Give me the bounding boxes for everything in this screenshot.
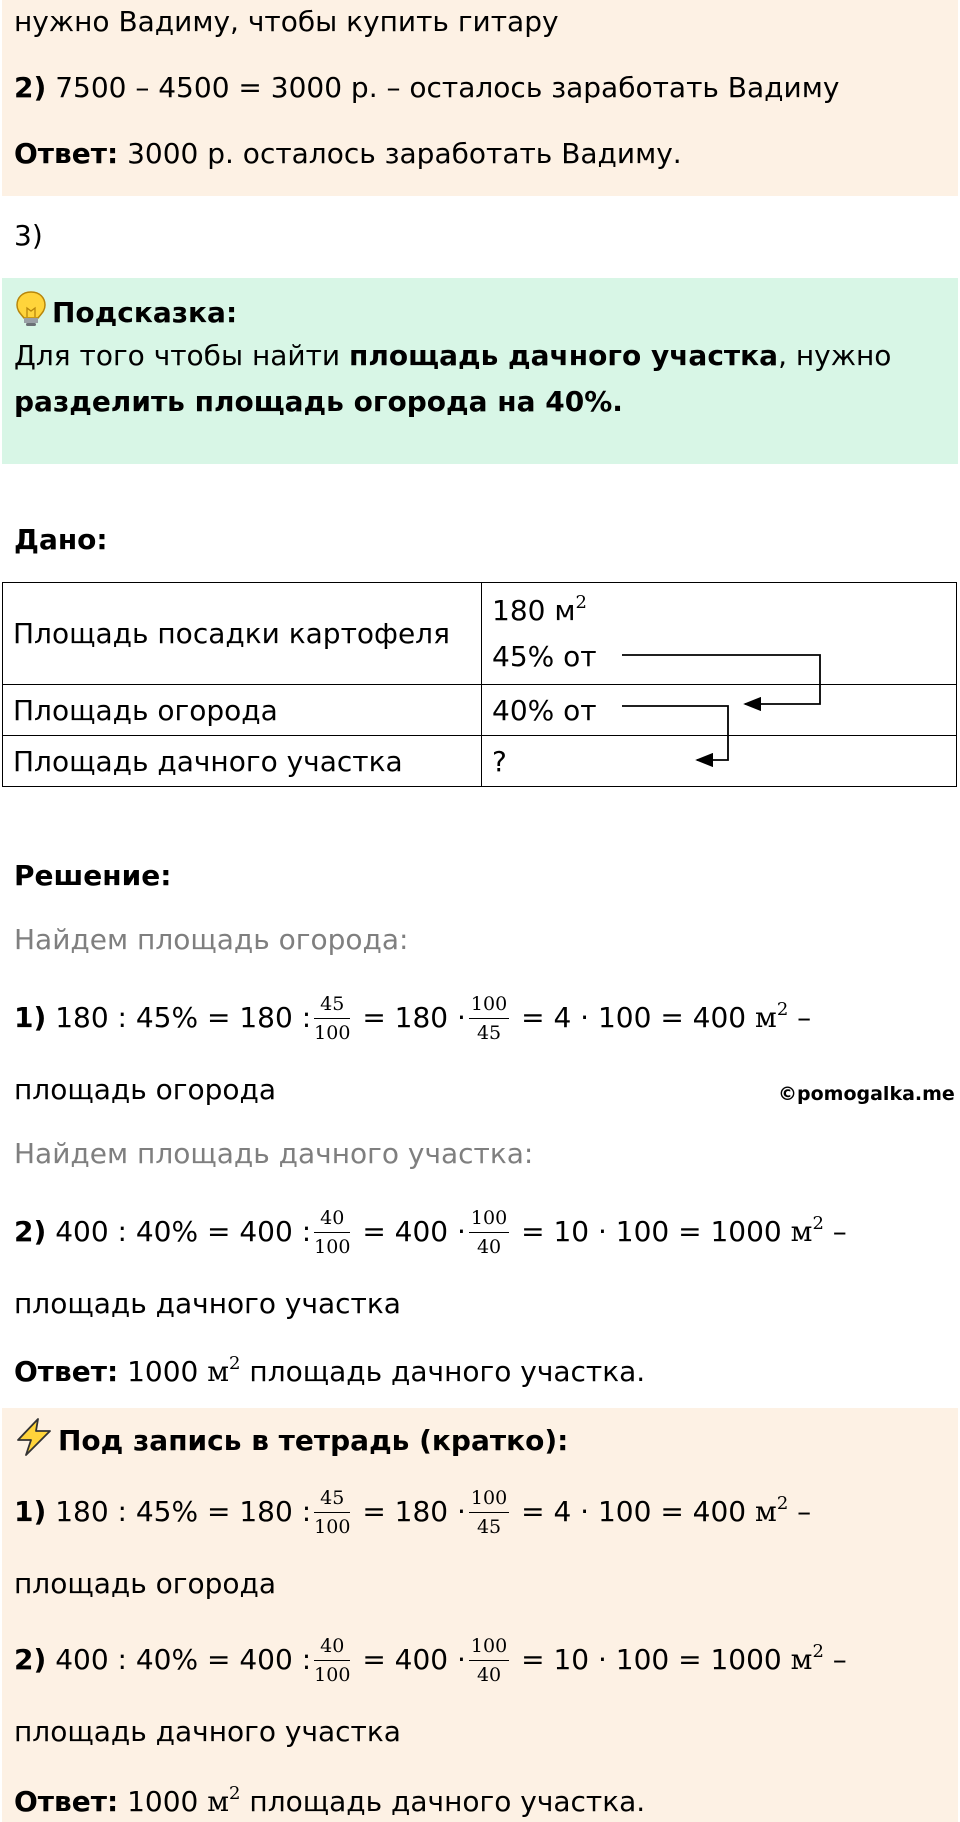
solution-step-2-desc: площадь дачного участка	[14, 1287, 401, 1320]
row-label: Площадь посадки картофеля	[3, 583, 482, 685]
short-answer: Ответ: 1000 $м^2$ площадь дачного участка.	[14, 1783, 646, 1818]
solution-step-1-desc: площадь огорода	[14, 1073, 277, 1106]
given-label: Дано:	[14, 523, 108, 556]
prev-answer: Ответ: 3000 р. осталось заработать Вадиму.	[14, 137, 682, 170]
short-title: Под запись в тетрадь (кратко):	[14, 1418, 568, 1465]
short-notes-box	[2, 1408, 958, 1822]
hint-text-2: разделить площадь огорода на 40%.	[14, 385, 623, 418]
short-step-1-desc: площадь огорода	[14, 1567, 277, 1600]
relation-arrows	[0, 0, 960, 820]
solution-answer: Ответ: 1000 $м^2$ площадь дачного участка.	[14, 1353, 646, 1388]
prev-line: нужно Вадиму, чтобы купить гитару	[14, 5, 559, 38]
lightning-icon	[14, 1418, 54, 1465]
row-label: Площадь дачного участка	[3, 736, 482, 787]
solution-label: Решение:	[14, 859, 172, 892]
short-step-2: 2) 400 : 40% = 400 : $\frac{40}{100}$ = 400 · $\frac{100}{40}$ = 10 · 100 = 1000 $м^2$ –	[14, 1635, 847, 1686]
task-number: 3)	[14, 219, 43, 252]
short-step-2-desc: площадь дачного участка	[14, 1715, 401, 1748]
hint-title: Подсказка:	[14, 290, 237, 337]
row-label: Площадь огорода	[3, 685, 482, 736]
row-value: 180 $м^2$ 45% от	[482, 583, 957, 685]
watermark: ©pomogalka.me	[778, 1083, 955, 1105]
short-step-1: 1) 180 : 45% = 180 : $\frac{45}{100}$ = 180 · $\frac{100}{45}$ = 4 · 100 = 400 $м^2$ –	[14, 1487, 812, 1538]
row-value: 40% от	[482, 685, 957, 736]
row-value: ?	[482, 736, 957, 787]
solution-step-1: 1) 180 : 45% = 180 : $\frac{45}{100}$ = 180 · $\frac{100}{45}$ = 4 · 100 = 400 $м^2$ –	[14, 993, 812, 1044]
solution-step-2: 2) 400 : 40% = 400 : $\frac{40}{100}$ = 400 · $\frac{100}{40}$ = 10 · 100 = 1000 $м^2$ –	[14, 1207, 847, 1258]
find-1: Найдем площадь огорода:	[14, 923, 409, 956]
prev-step-2: 2) 7500 – 4500 = 3000 р. – осталось заработать Вадиму	[14, 71, 840, 104]
find-2: Найдем площадь дачного участка:	[14, 1137, 534, 1170]
hint-text-1: Для того чтобы найти площадь дачного участка, нужно	[14, 339, 892, 372]
